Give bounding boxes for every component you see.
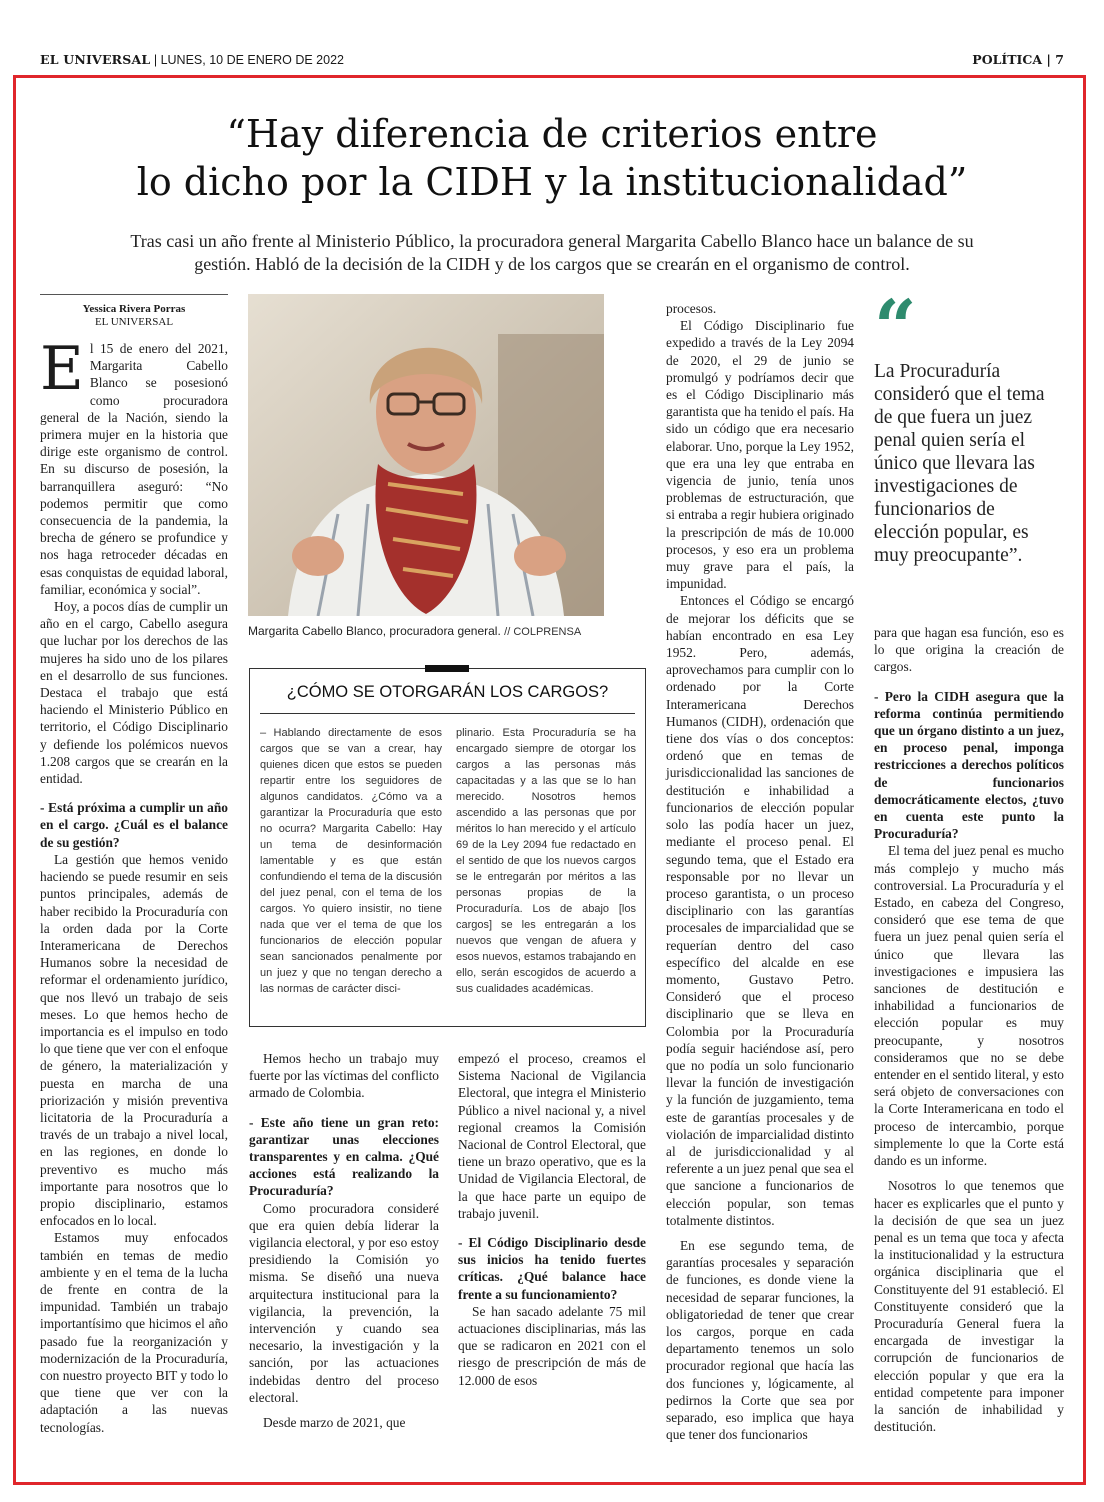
article-column-1 bbox=[40, 334, 228, 1436]
newspaper-name: EL UNIVERSAL bbox=[40, 52, 151, 67]
article-paragraph: Como procuradora consideré que era quien debía liderar la vigilancia electoral, y por eso estoy presidiendo la Comisión yo misma. Se diseñó una nueva arquitectura institucional para la vigilancia, la prevención, la intervención y cuando sea necesario, la investigación y la sanción, por las actuaciones indebidas dentro del proceso electoral. bbox=[249, 1200, 439, 1405]
article-paragraph: La gestión que hemos venido haciendo se puede resumir en seis puntos principales, además de haber recibido la Procuraduría con la orden dada por la Corte Interamericana de Derechos Humanos sobre la necesidad de reformar el ordenamiento jurídico, que nos llevó un trabajo de seis meses. Lo que hemos hecho de importancia es el impulso en todo lo que tiene que ver con el enfoque de género, la materialización y puesta en marcha de una priorización y misión preventiva licitatoria de la Procuraduría a través de un trabajo a nivel local, en las regiones, en donde lo preventivo es mucho más importante para nosotros que lo propio disciplinario, estamos enfocados en lo local. bbox=[40, 851, 228, 1229]
interview-question: - El Código Disciplinario desde sus inicios ha tenido fuertes críticas. ¿Qué balance hace frente a su funcionamiento? bbox=[458, 1235, 646, 1302]
article-paragraph: Hoy, a pocos días de cumplir un año en el cargo, Cabello asegura que luchar por los derechos de las mujeres ha sido uno de los pilares en el desarrollo de sus funciones. Destaca el trabajo que está haciendo el Ministerio Público en territorio, el Código Disciplinario y defiende los polémicos nuevos 1.208 cargos que se crearán en la entidad. bbox=[40, 599, 228, 787]
masthead bbox=[40, 52, 1064, 72]
headline bbox=[60, 110, 1044, 206]
photo-caption bbox=[248, 624, 608, 638]
article-paragraph: El 15 de enero del 2021, Margarita Cabello Blanco se posesionó como procuradora general de la Nación, siendo la primera mujer en la historia que dirige este organismo de control. En su discurso de posesión, la barranquillera aseguró: “No podemos permitir que como consecuencia de la pandemia, la brecha de género se profundice y nos haga retroceder décadas en esas conquistas de equidad laboral, familiar, económica y social”. bbox=[40, 334, 228, 597]
article-paragraph: El Código Disciplinario fue expedido a través de la Ley 2094 de 2020, el 29 de junio se promulgó y podríamos decir que es el Código Disciplinario más garantista que ha tenido el país. Ha sido un código que era necesario elaborar. Uno, porque la Ley 1952, que era una ley que entraba en vigencia de junio, tenía unos problemas de estructuración, que si entraba a regir hubiera originado la prescripción de más de 10.000 procesos, y eso era un problema muy grave para el país, la impunidad. bbox=[666, 318, 854, 592]
sidebar-divider bbox=[260, 713, 635, 714]
article-paragraph: empezó el proceso, creamos el Sistema Nacional de Vigilancia Electoral, que integra el Ministerio Público a nivel nacional y, a nivel regional creamos la Comisión Nacional de Control Electoral, que tiene un brazo operativo, que es la Unidad de Vigilancia Electoral, de la que hace parte un equipo de trabajo juvenil. bbox=[458, 1051, 646, 1221]
pull-quote bbox=[874, 285, 1064, 567]
article-paragraph: Hemos hecho un trabajo muy fuerte por las víctimas del conflicto armado de Colombia. bbox=[249, 1051, 440, 1101]
page-number: | 7 bbox=[1046, 52, 1064, 67]
sidebar-box bbox=[249, 668, 646, 1027]
photo-credit: // COLPRENSA bbox=[504, 626, 582, 638]
sidebar-accent-bar bbox=[425, 665, 469, 672]
article-paragraph: Desde marzo de 2021, que bbox=[263, 1415, 406, 1431]
author-outlet: EL UNIVERSAL bbox=[94, 316, 174, 328]
byline bbox=[40, 294, 228, 329]
dek-line-2: gestión. Habló de la decisión de la CIDH y de los cargos que se crearán en el organismo de control. bbox=[194, 254, 910, 274]
article-column-4 bbox=[666, 300, 854, 1443]
article-paragraph: procesos. bbox=[666, 301, 717, 316]
article-paragraph: En ese segundo tema, de garantías procesales y separación de funciones, es donde viene la necesidad de separar funciones, la obligatoriedad de tener que crear los cargos, porque en cada departamento tenemos un solo procurador regional que hacía las dos funciones y, lógicamente, al pedirnos la Corte que sea por separado, eso implica que haya que tener dos funcionarios bbox=[666, 1237, 854, 1443]
article-column-2 bbox=[249, 1050, 439, 1431]
interview-question: - Está próxima a cumplir un año en el cargo. ¿Cuál es el balance de su gestión? bbox=[40, 800, 228, 850]
pull-quote-text: La Procuraduría consideró que el tema de que fuera un juez penal quien sería el único que llevara las investigaciones de funcionarios de elección popular, es muy preocupante”. bbox=[874, 361, 1045, 566]
interview-question: - Pero la CIDH asegura que la reforma continúa permitiendo que un órgano distinto a un juez, en proceso penal, imponga restricciones a derechos políticos de funcionarios democráticamente electos, ¿tuvo en cuenta este punto la Procuraduría? bbox=[874, 688, 1064, 842]
masthead-left bbox=[40, 52, 344, 67]
article-paragraph: Nosotros lo que tenemos que hacer es explicarles que el punto y la decisión de que sea un juez penal es un tema que toca y afecta la institucionalidad y la estructura orgánica disciplinaria que el Constituyente del 91 estableció. El Constituyente consideró que la Procuraduría General fuera la encargada de investigar la corrupción de funcionarios de elección popular y que era la entidad competente para imponer la sanción de inhabilidad y destitución. bbox=[874, 1178, 1064, 1435]
caption-text: Margarita Cabello Blanco, procuradora general. bbox=[248, 624, 501, 638]
article-paragraph: Se han sacado adelante 75 mil actuaciones disciplinarias, más las que se radicaron en 2021 con el riesgo de prescripción de más de 12.000 de esos bbox=[458, 1303, 646, 1388]
portrait-illustration bbox=[248, 294, 604, 616]
article-paragraph: El tema del juez penal es mucho más complejo y mucho más controversial. La Procuraduría y el Estado, en cabeza del Congreso, consideró que ese tema de que fuera un juez penal quien sería el único que llevara las investigaciones e impusiera las sanciones de destitución e inhabilidad a funcionarios de elección popular es muy preocupante, y nosotros consideramos que no se debe entender en el sentido literal, y esto será objeto de conversaciones con la Corte Interamericana en todo el proceso de intercambio, porque simplemente lo que la Corte está dando es un informe. bbox=[874, 843, 1065, 1169]
headline-line-2: lo dicho por la CIDH y la institucionalidad” bbox=[136, 160, 968, 204]
sidebar-title: ¿CÓMO SE OTORGARÁN LOS CARGOS? bbox=[286, 683, 609, 701]
portrait-photo bbox=[248, 294, 604, 616]
drop-cap: E bbox=[40, 334, 84, 404]
interview-question: - Este año tiene un gran reto: garantizar unas elecciones transparentes y en calma. ¿Qué acciones está realizando la Procuraduría? bbox=[249, 1114, 439, 1199]
masthead-right bbox=[972, 52, 1064, 67]
issue-date: | LUNES, 10 DE ENERO DE 2022 bbox=[153, 53, 344, 67]
dek bbox=[60, 230, 1044, 276]
dek-line-1: Tras casi un año frente al Ministerio Público, la procuradora general Margarita Cabello Blanco hace un balance de su bbox=[130, 231, 974, 251]
article-column-3 bbox=[458, 1050, 646, 1389]
author-name: Yessica Rivera Porras bbox=[82, 303, 186, 315]
article-paragraph: para que hagan esa función, eso es lo que origina la creación de cargos. bbox=[874, 625, 1064, 675]
section-name: POLÍTICA bbox=[972, 52, 1043, 67]
article-paragraph: Estamos muy enfocados también en temas de medio ambiente y en el tema de la lucha de frente en contra de la impunidad. También un trabajo importantísimo que hicimos el año pasado fue la reorganización y modernización de la Procuraduría, con nuestro proyecto BIT y todo lo que tiene que ver con la adaptación a las nuevas tecnologías. bbox=[40, 1230, 228, 1435]
quote-mark-icon: “ bbox=[874, 285, 911, 371]
article-paragraph: Entonces el Código se encargó de mejorar los déficits que se habían encontrado en esa Ley 1952. Pero, además, aprovechamos para cumplir con lo ordenado por la Corte Interamericana Derechos Humanos (CIDH), ordenación que tiene dos vías o dos conceptos: ordenó que en temas de jurisdiccionalidad las sanciones de destitución e inhabilidad a funcionarios de elección popular solo las podía hacer un juez, mediante el proceso penal. El segundo tema, que el Estado era responsable por no llevar un proceso garantista, o un proceso disciplinario con las garantías procesales de imparcialidad que se requerían dentro del caso específico del alcalde en ese momento, Gustavo Petro. Consideró que el proceso disciplinario que se lleva en Colombia por la Procuraduría podía seguir haciéndose así, pero que no podía un solo funcionario llevar la función de investigación y la función de juzgamiento, tema este de garantías procesales y de violación de imparcialidad distinto al de jurisdiccionalidad y al referente a un juez penal que sea el que sancione a funcionarios de elección popular, son temas totalmente distintos. bbox=[666, 593, 854, 1228]
sidebar-column-2: plinario. Esta Procuraduría se ha encargado siempre de otorgar los cargos a las personas más capacitadas y a las que se lo han merecido. Nosotros hemos ascendido a las personas que por méritos lo han merecido y el artículo 69 de la Ley 2094 fue redactado en el sentido de que los nuevos cargos se le entregarán por méritos a las personas propias de la Procuraduría. Los de abajo [los cargos] se les entregarán a los nuevos que vengan de afuera y esos nuevos, estamos trabajando en ello, serán escogidos de acuerdo a sus cualidades académicas. bbox=[456, 727, 636, 995]
sidebar-column-1: – Hablando directamente de esos cargos que se van a crear, hay quienes dicen que estos se pueden repartir entre los seguidores de algunos candidatos. ¿Cómo va a garantizar la Procuraduría que esto no ocurra? Margarita Cabello: Hay un tema de desinformación lamentable y es que están confundiendo el tema de la discusión del juez penal, con el tema de los cargos. Yo quiero insistir, no tiene nada que ver el tema de que los funcionarios de elección popular sean sancionados penalmente por un juez y que no tengan derecho a las normas de carácter disci- bbox=[260, 727, 442, 995]
headline-line-1: “Hay diferencia de criterios entre bbox=[226, 112, 878, 156]
article-column-5 bbox=[874, 624, 1064, 1435]
